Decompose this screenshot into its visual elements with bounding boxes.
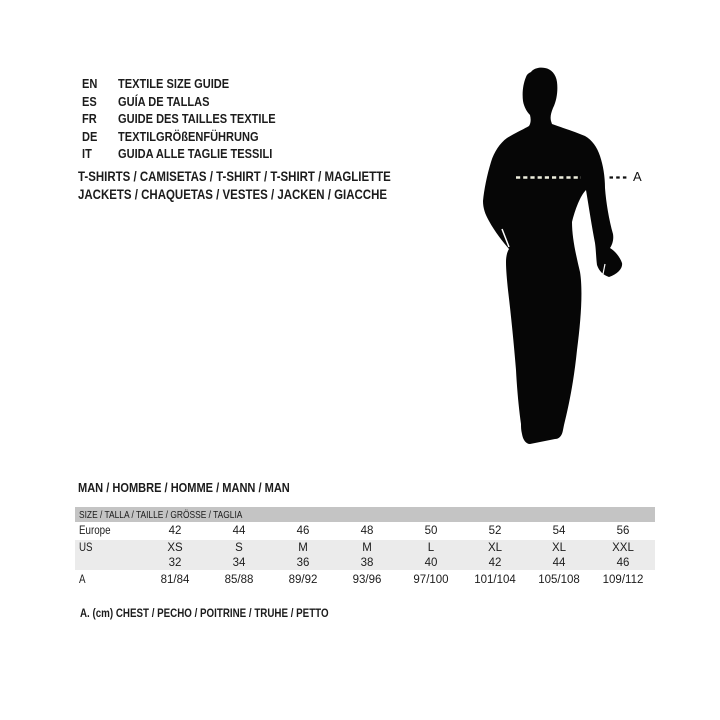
table-cell: XS <box>167 541 183 554</box>
table-row-europe <box>75 522 655 540</box>
table-cell: 93/96 <box>352 573 382 586</box>
table-cell: 40 <box>424 556 438 569</box>
table-row-us-numeric <box>75 555 655 570</box>
language-code: DE <box>82 128 98 144</box>
table-cell: 42 <box>168 525 182 537</box>
size-table <box>75 507 655 589</box>
language-code: ES <box>82 93 97 109</box>
table-cell: 97/100 <box>413 573 449 586</box>
table-cell: 89/92 <box>288 573 318 586</box>
table-cell: 34 <box>232 556 246 569</box>
language-code: IT <box>82 146 92 162</box>
language-title: GUIDE DES TAILLES TEXTILE <box>118 111 276 127</box>
table-row-us <box>75 540 655 555</box>
language-code: EN <box>82 76 98 92</box>
table-cell: 44 <box>232 525 246 537</box>
language-title: TEXTILE SIZE GUIDE <box>118 76 230 92</box>
language-row-fr <box>82 110 303 128</box>
table-cell: L <box>427 541 435 554</box>
product-line-tshirts: T-SHIRTS / CAMISETAS / T-SHIRT / T-SHIRT / MAGLIETTE <box>78 169 391 185</box>
table-cell: S <box>235 541 243 554</box>
language-title: GUÍA DE TALLAS <box>118 93 210 109</box>
table-cell: 101/104 <box>474 573 516 586</box>
language-row-de <box>82 128 303 146</box>
language-title: TEXTILGRÖßENFÜHRUNG <box>118 128 259 144</box>
language-row-en <box>82 75 303 93</box>
table-cell: 46 <box>616 556 630 569</box>
table-cell: 46 <box>296 525 310 537</box>
table-cell: 81/84 <box>160 573 190 586</box>
table-cell: M <box>362 541 372 554</box>
row-label: A <box>79 573 86 586</box>
language-code: FR <box>82 111 97 127</box>
man-silhouette <box>483 68 622 444</box>
size-table-header: SIZE / TALLA / TAILLE / GRÖSSE / TAGLIA <box>75 507 655 522</box>
table-cell: 54 <box>552 525 566 537</box>
table-cell: 38 <box>360 556 374 569</box>
table-cell: 52 <box>488 525 502 537</box>
table-cell: 85/88 <box>224 573 254 586</box>
table-cell: 44 <box>552 556 566 569</box>
table-cell: XL <box>487 541 503 554</box>
language-row-it <box>82 145 303 163</box>
table-cell: 48 <box>360 525 374 537</box>
language-title: GUIDA ALLE TAGLIE TESSILI <box>118 146 273 162</box>
measurement-a-label: A <box>633 169 642 184</box>
table-cell: XXL <box>612 541 634 554</box>
table-cell: M <box>298 541 308 554</box>
table-cell: XL <box>551 541 567 554</box>
product-category-block <box>78 168 446 203</box>
table-cell: 36 <box>296 556 310 569</box>
language-title-block <box>82 75 303 163</box>
measurement-footnote: A. (cm) CHEST / PECHO / POITRINE / TRUHE / PETTO <box>80 608 329 620</box>
table-cell: 56 <box>616 525 630 537</box>
product-line-jackets: JACKETS / CHAQUETAS / VESTES / JACKEN / GIACCHE <box>78 186 388 202</box>
section-title-man: MAN / HOMBRE / HOMME / MANN / MAN <box>78 479 290 495</box>
table-cell: 50 <box>424 525 438 537</box>
table-row-chest-measure <box>75 570 655 589</box>
table-cell: 32 <box>168 556 182 569</box>
row-label: Europe <box>79 525 111 537</box>
table-cell: 109/112 <box>602 573 644 586</box>
table-cell: 105/108 <box>538 573 580 586</box>
man-silhouette-figure <box>450 50 670 460</box>
row-label: US <box>79 541 93 554</box>
table-cell: 42 <box>488 556 502 569</box>
language-row-es <box>82 93 303 111</box>
